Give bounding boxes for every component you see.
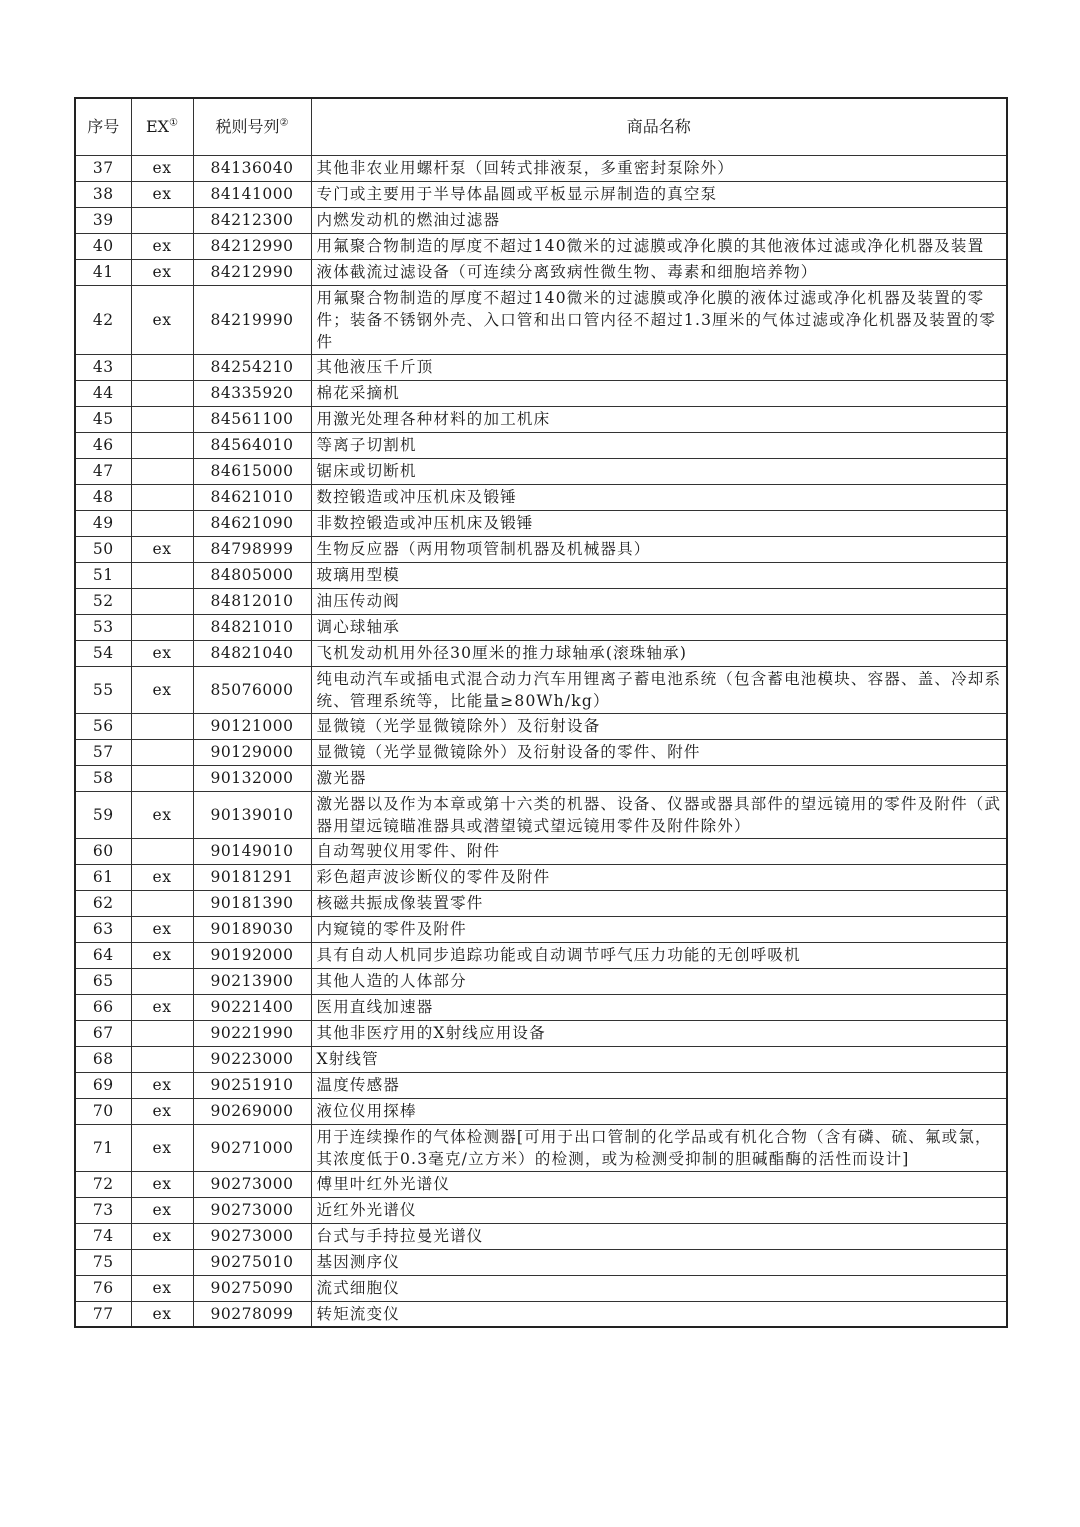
ex-cell (131, 510, 193, 536)
tariff-code-cell: 90132000 (193, 765, 311, 791)
table-body (75, 155, 1007, 1327)
seq-cell: 65 (75, 968, 131, 994)
header-tariff-code (193, 98, 311, 155)
tariff-code-cell: 84821040 (193, 640, 311, 666)
product-name-cell: 温度传感器 (311, 1072, 1007, 1098)
table-header (75, 98, 1007, 155)
table-row (75, 562, 1007, 588)
ex-cell (131, 588, 193, 614)
table-row (75, 614, 1007, 640)
tariff-code-cell: 84212990 (193, 259, 311, 285)
product-name-cell: 油压传动阀 (311, 588, 1007, 614)
ex-cell (131, 458, 193, 484)
ex-cell: ex (131, 994, 193, 1020)
product-name-cell: 傅里叶红外光谱仪 (311, 1171, 1007, 1197)
tariff-code-cell: 90269000 (193, 1098, 311, 1124)
table-row (75, 765, 1007, 791)
ex-cell: ex (131, 666, 193, 713)
ex-cell (131, 207, 193, 233)
product-name-cell: 用氟聚合物制造的厚度不超过140微米的过滤膜或净化膜的其他液体过滤或净化机器及装置 (311, 233, 1007, 259)
table-row (75, 285, 1007, 354)
seq-cell: 41 (75, 259, 131, 285)
table-row (75, 791, 1007, 838)
seq-cell: 42 (75, 285, 131, 354)
table-row (75, 1301, 1007, 1327)
seq-cell: 50 (75, 536, 131, 562)
product-name-cell: 生物反应器（两用物项管制机器及机械器具） (311, 536, 1007, 562)
table-row (75, 1249, 1007, 1275)
product-name-cell: 玻璃用型模 (311, 562, 1007, 588)
tariff-code-cell: 90278099 (193, 1301, 311, 1327)
table-row (75, 1275, 1007, 1301)
table-row (75, 233, 1007, 259)
seq-cell: 75 (75, 1249, 131, 1275)
tariff-code-cell: 90192000 (193, 942, 311, 968)
ex-cell (131, 765, 193, 791)
product-name-cell: 等离子切割机 (311, 432, 1007, 458)
table-row (75, 838, 1007, 864)
ex-cell: ex (131, 1301, 193, 1327)
tariff-code-cell: 84561100 (193, 406, 311, 432)
tariff-code-cell: 84621090 (193, 510, 311, 536)
ex-cell (131, 1020, 193, 1046)
product-name-cell: 其他人造的人体部分 (311, 968, 1007, 994)
ex-cell (131, 838, 193, 864)
product-name-cell: 基因测序仪 (311, 1249, 1007, 1275)
tariff-code-cell: 90273000 (193, 1171, 311, 1197)
seq-cell: 45 (75, 406, 131, 432)
seq-cell: 76 (75, 1275, 131, 1301)
seq-cell: 54 (75, 640, 131, 666)
tariff-code-cell: 90121000 (193, 713, 311, 739)
ex-cell (131, 380, 193, 406)
product-name-cell: 其他非医疗用的X射线应用设备 (311, 1020, 1007, 1046)
ex-cell: ex (131, 1098, 193, 1124)
ex-cell: ex (131, 181, 193, 207)
tariff-code-cell: 84212990 (193, 233, 311, 259)
tariff-code-cell: 90139010 (193, 791, 311, 838)
product-name-cell: 医用直线加速器 (311, 994, 1007, 1020)
ex-cell (131, 432, 193, 458)
table-row (75, 1197, 1007, 1223)
tariff-code-cell: 90275090 (193, 1275, 311, 1301)
table-row (75, 380, 1007, 406)
seq-cell: 37 (75, 155, 131, 181)
product-name-cell: 内燃发动机的燃油过滤器 (311, 207, 1007, 233)
ex-cell: ex (131, 233, 193, 259)
seq-cell: 63 (75, 916, 131, 942)
ex-cell: ex (131, 1223, 193, 1249)
table-row (75, 354, 1007, 380)
table-row (75, 1072, 1007, 1098)
ex-cell (131, 614, 193, 640)
header-ex (131, 98, 193, 155)
tariff-code-cell: 84805000 (193, 562, 311, 588)
table-row (75, 1098, 1007, 1124)
product-name-cell: 近红外光谱仪 (311, 1197, 1007, 1223)
table-row (75, 713, 1007, 739)
tariff-code-cell: 90129000 (193, 739, 311, 765)
seq-cell: 38 (75, 181, 131, 207)
tariff-code-cell: 84141000 (193, 181, 311, 207)
ex-cell: ex (131, 285, 193, 354)
tariff-code-cell: 84615000 (193, 458, 311, 484)
seq-cell: 43 (75, 354, 131, 380)
seq-cell: 68 (75, 1046, 131, 1072)
seq-cell: 71 (75, 1124, 131, 1171)
seq-cell: 73 (75, 1197, 131, 1223)
table-row (75, 666, 1007, 713)
product-name-cell: 液位仪用探棒 (311, 1098, 1007, 1124)
table-row (75, 739, 1007, 765)
product-name-cell: 彩色超声波诊断仪的零件及附件 (311, 864, 1007, 890)
ex-cell: ex (131, 942, 193, 968)
ex-cell: ex (131, 1197, 193, 1223)
tariff-code-cell: 84821010 (193, 614, 311, 640)
product-name-cell: 用激光处理各种材料的加工机床 (311, 406, 1007, 432)
table-row (75, 1124, 1007, 1171)
table-row (75, 864, 1007, 890)
product-name-cell: 流式细胞仪 (311, 1275, 1007, 1301)
table-row (75, 432, 1007, 458)
header-ex-label: EX (145, 116, 170, 136)
ex-cell: ex (131, 640, 193, 666)
table-row (75, 181, 1007, 207)
product-name-cell: 棉花采摘机 (311, 380, 1007, 406)
seq-cell: 77 (75, 1301, 131, 1327)
ex-cell (131, 406, 193, 432)
seq-cell: 46 (75, 432, 131, 458)
seq-cell: 47 (75, 458, 131, 484)
tariff-code-cell: 84621010 (193, 484, 311, 510)
table-row (75, 406, 1007, 432)
ex-cell: ex (131, 1275, 193, 1301)
ex-cell (131, 968, 193, 994)
tariff-code-cell: 90273000 (193, 1223, 311, 1249)
ex-cell: ex (131, 1072, 193, 1098)
product-name-cell: 具有自动人机同步追踪功能或自动调节呼气压力功能的无创呼吸机 (311, 942, 1007, 968)
table-row (75, 890, 1007, 916)
ex-cell: ex (131, 864, 193, 890)
product-name-cell: 用于连续操作的气体检测器[可用于出口管制的化学品或有机化合物（含有磷、硫、氟或氯，其浓度低于0.3毫克/立方米）的检测，或为检测受抑制的胆碱酯酶的活性而设计] (311, 1124, 1007, 1171)
table-row (75, 1223, 1007, 1249)
product-name-cell: 用氟聚合物制造的厚度不超过140微米的过滤膜或净化膜的液体过滤或净化机器及装置的零件；装备不锈钢外壳、入口管和出口管内径不超过1.3厘米的气体过滤或净化机器及装置的零件 (311, 285, 1007, 354)
seq-cell: 72 (75, 1171, 131, 1197)
header-row (75, 98, 1007, 155)
tariff-code-cell: 84254210 (193, 354, 311, 380)
seq-cell: 60 (75, 838, 131, 864)
ex-cell: ex (131, 1124, 193, 1171)
table-row (75, 916, 1007, 942)
table-row (75, 942, 1007, 968)
product-name-cell: 显微镜（光学显微镜除外）及衍射设备 (311, 713, 1007, 739)
tariff-code-cell: 90213900 (193, 968, 311, 994)
ex-cell: ex (131, 259, 193, 285)
tariff-code-cell: 90189030 (193, 916, 311, 942)
tariff-code-cell: 90223000 (193, 1046, 311, 1072)
tariff-code-cell: 84219990 (193, 285, 311, 354)
product-name-cell: 飞机发动机用外径30厘米的推力球轴承(滚珠轴承) (311, 640, 1007, 666)
ex-cell (131, 890, 193, 916)
seq-cell: 57 (75, 739, 131, 765)
header-ex-footnote-mark: ① (169, 117, 179, 129)
ex-cell: ex (131, 536, 193, 562)
table-row (75, 1046, 1007, 1072)
seq-cell: 56 (75, 713, 131, 739)
table-row (75, 510, 1007, 536)
header-tariff-code-label: 税则号列 (215, 116, 280, 136)
ex-cell (131, 739, 193, 765)
seq-cell: 66 (75, 994, 131, 1020)
product-name-cell: 数控锻造或冲压机床及锻锤 (311, 484, 1007, 510)
table-row (75, 458, 1007, 484)
tariff-code-cell: 90273000 (193, 1197, 311, 1223)
seq-cell: 49 (75, 510, 131, 536)
product-name-cell: 内窥镜的零件及附件 (311, 916, 1007, 942)
product-name-cell: 核磁共振成像装置零件 (311, 890, 1007, 916)
ex-cell (131, 1249, 193, 1275)
header-seq-label: 序号 (87, 116, 120, 136)
product-name-cell: 锯床或切断机 (311, 458, 1007, 484)
tariff-code-cell: 90221990 (193, 1020, 311, 1046)
product-name-cell: 非数控锻造或冲压机床及锻锤 (311, 510, 1007, 536)
table-row (75, 484, 1007, 510)
tariff-code-cell: 90221400 (193, 994, 311, 1020)
product-name-cell: 转矩流变仪 (311, 1301, 1007, 1327)
seq-cell: 59 (75, 791, 131, 838)
seq-cell: 67 (75, 1020, 131, 1046)
tariff-code-cell: 84564010 (193, 432, 311, 458)
header-tariff-code-footnote-mark: ② (279, 117, 289, 129)
product-name-cell: 激光器 (311, 765, 1007, 791)
table-row (75, 155, 1007, 181)
tariff-code-cell: 90181390 (193, 890, 311, 916)
product-name-cell: 专门或主要用于半导体晶圆或平板显示屏制造的真空泵 (311, 181, 1007, 207)
ex-cell: ex (131, 791, 193, 838)
table-row (75, 994, 1007, 1020)
ex-cell: ex (131, 916, 193, 942)
tariff-code-cell: 85076000 (193, 666, 311, 713)
seq-cell: 40 (75, 233, 131, 259)
seq-cell: 44 (75, 380, 131, 406)
table-row (75, 259, 1007, 285)
tariff-code-cell: 90271000 (193, 1124, 311, 1171)
seq-cell: 55 (75, 666, 131, 713)
seq-cell: 64 (75, 942, 131, 968)
commodity-table (74, 97, 1008, 1328)
ex-cell (131, 1046, 193, 1072)
product-name-cell: 台式与手持拉曼光谱仪 (311, 1223, 1007, 1249)
header-seq (75, 98, 131, 155)
seq-cell: 69 (75, 1072, 131, 1098)
product-name-cell: 自动驾驶仪用零件、附件 (311, 838, 1007, 864)
seq-cell: 48 (75, 484, 131, 510)
product-name-cell: 纯电动汽车或插电式混合动力汽车用锂离子蓄电池系统（包含蓄电池模块、容器、盖、冷却系统、管理系统等，比能量≥80Wh/kg） (311, 666, 1007, 713)
table-row (75, 1171, 1007, 1197)
seq-cell: 58 (75, 765, 131, 791)
ex-cell (131, 713, 193, 739)
header-product-name-label: 商品名称 (626, 116, 691, 136)
table-row (75, 207, 1007, 233)
product-name-cell: 其他非农业用螺杆泵（回转式排液泵，多重密封泵除外） (311, 155, 1007, 181)
product-name-cell: 其他液压千斤顶 (311, 354, 1007, 380)
seq-cell: 70 (75, 1098, 131, 1124)
product-name-cell: 激光器以及作为本章或第十六类的机器、设备、仪器或器具部件的望远镜用的零件及附件（武器用望远镜瞄准器具或潜望镜式望远镜用零件及附件除外） (311, 791, 1007, 838)
table-row (75, 536, 1007, 562)
ex-cell (131, 562, 193, 588)
tariff-code-cell: 84212300 (193, 207, 311, 233)
tariff-code-cell: 90181291 (193, 864, 311, 890)
tariff-code-cell: 90275010 (193, 1249, 311, 1275)
tariff-code-cell: 84798999 (193, 536, 311, 562)
tariff-code-cell: 84136040 (193, 155, 311, 181)
ex-cell (131, 484, 193, 510)
table-row (75, 640, 1007, 666)
ex-cell: ex (131, 155, 193, 181)
seq-cell: 52 (75, 588, 131, 614)
product-name-cell: 调心球轴承 (311, 614, 1007, 640)
table-row (75, 588, 1007, 614)
tariff-code-cell: 84335920 (193, 380, 311, 406)
seq-cell: 74 (75, 1223, 131, 1249)
product-name-cell: 液体截流过滤设备（可连续分离致病性微生物、毒素和细胞培养物） (311, 259, 1007, 285)
tariff-code-cell: 84812010 (193, 588, 311, 614)
product-name-cell: 显微镜（光学显微镜除外）及衍射设备的零件、附件 (311, 739, 1007, 765)
tariff-code-cell: 90149010 (193, 838, 311, 864)
header-product-name (311, 98, 1007, 155)
seq-cell: 53 (75, 614, 131, 640)
tariff-code-cell: 90251910 (193, 1072, 311, 1098)
product-name-cell: X射线管 (311, 1046, 1007, 1072)
table-row (75, 1020, 1007, 1046)
table-row (75, 968, 1007, 994)
seq-cell: 51 (75, 562, 131, 588)
ex-cell (131, 354, 193, 380)
seq-cell: 62 (75, 890, 131, 916)
seq-cell: 61 (75, 864, 131, 890)
ex-cell: ex (131, 1171, 193, 1197)
seq-cell: 39 (75, 207, 131, 233)
